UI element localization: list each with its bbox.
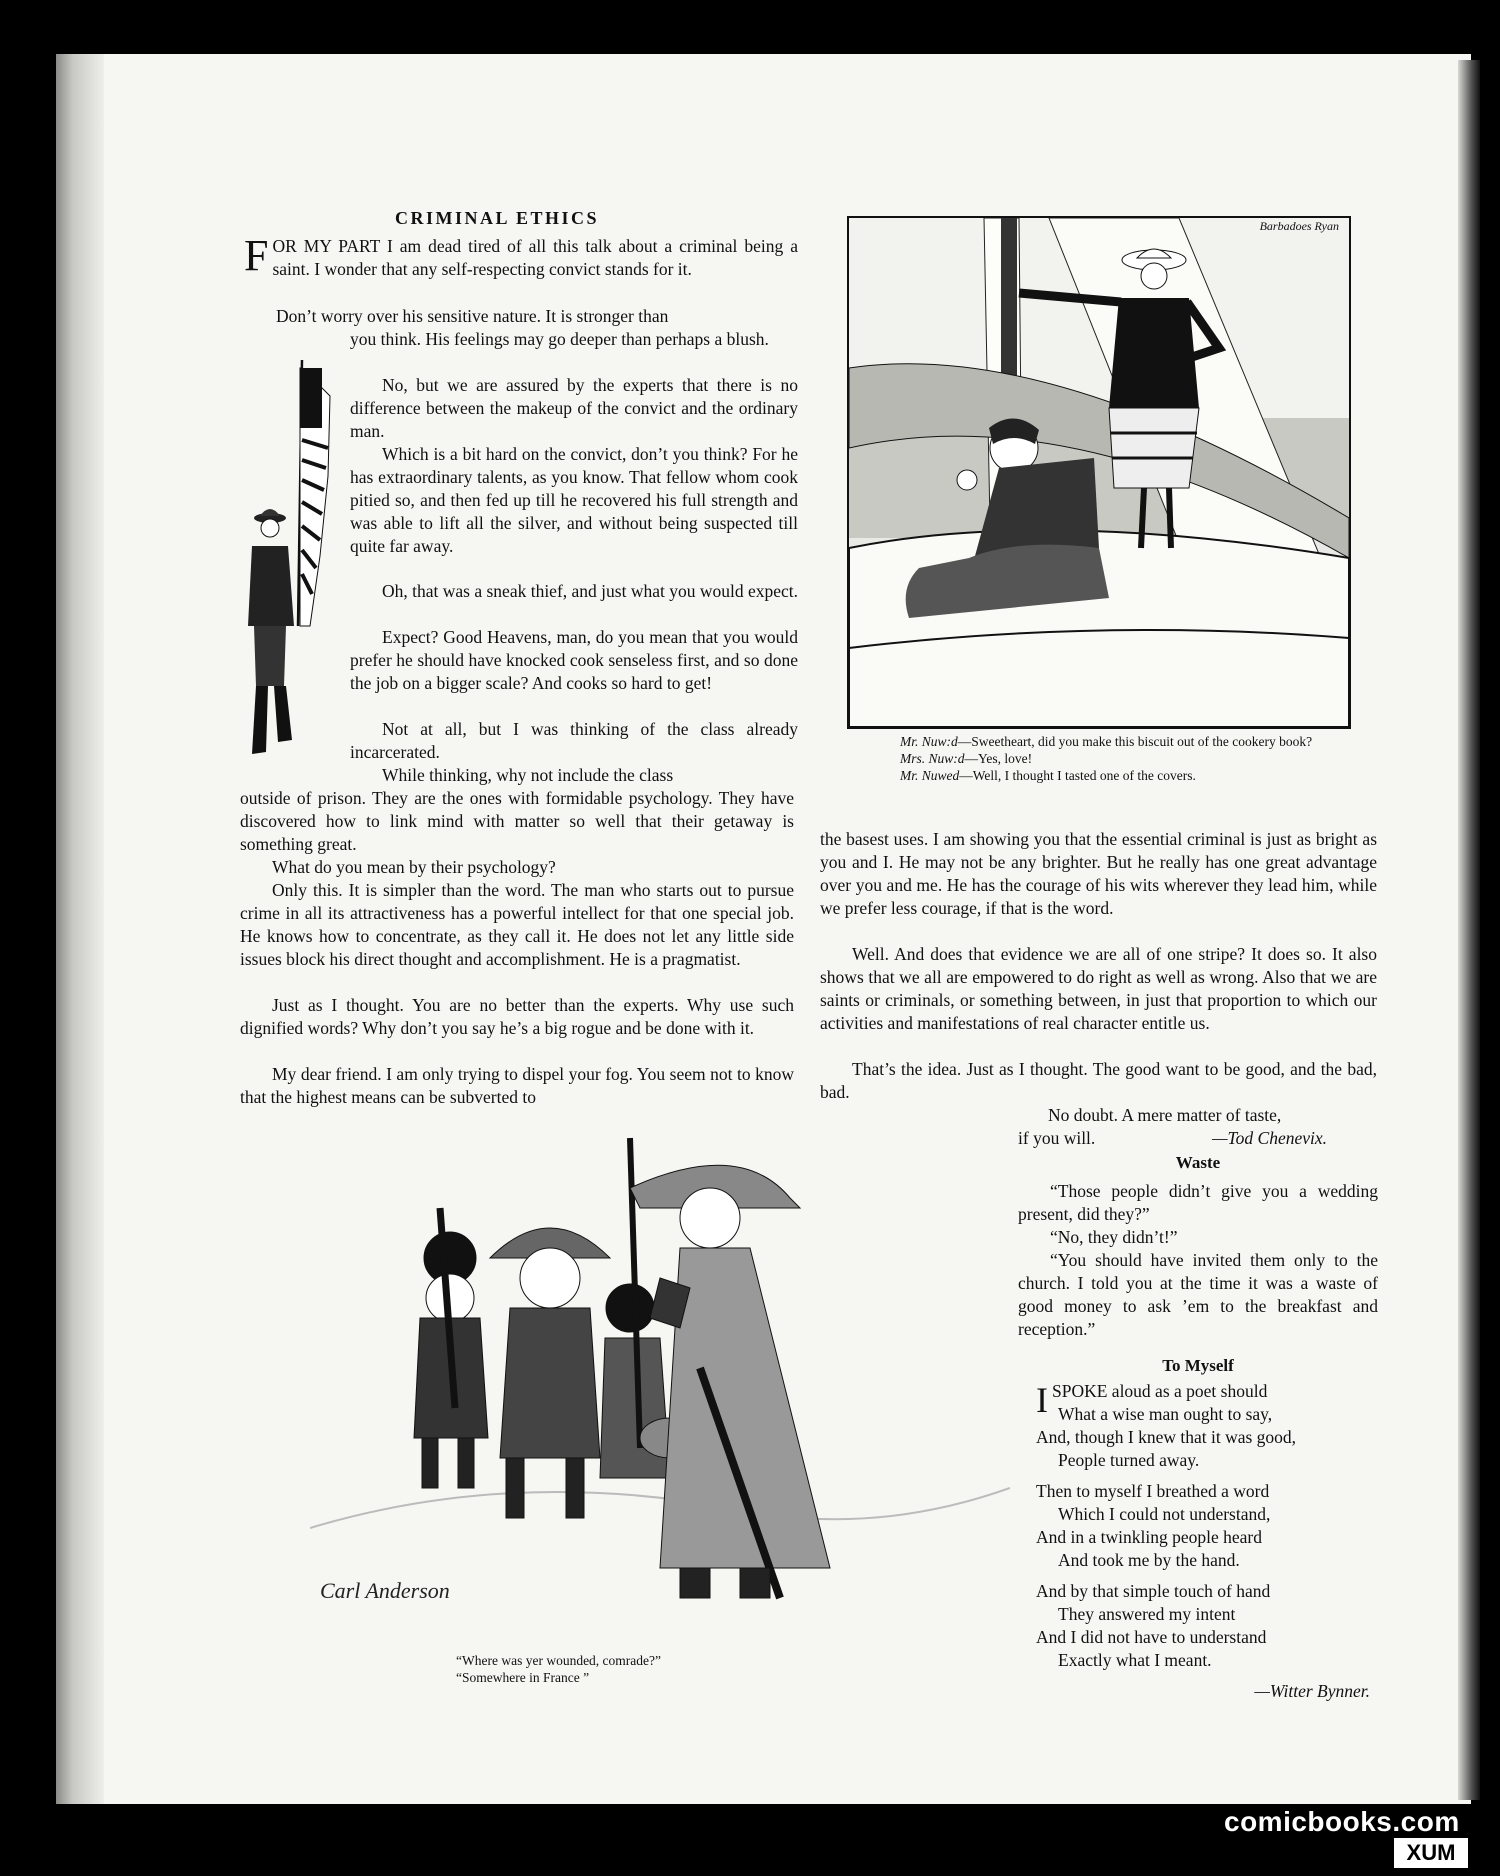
poem-author: —Witter Bynner. <box>1254 1681 1370 1701</box>
watermark-tag: XUM <box>1394 1838 1468 1868</box>
paragraph: That’s the idea. Just as I thought. The good want to be good, and the bad, bad. <box>820 1059 1377 1102</box>
paragraph: the basest uses. I am showing you that the essential criminal is just as bright as you and I. He may not be any brighter. But he really has one great advantage over you and me. He has the courage of his wits wherever they lead him, while we prefer less courage, if that is the word. <box>820 829 1377 918</box>
sailboat-cartoon <box>847 216 1351 729</box>
soldier-flag-illustration <box>240 356 334 762</box>
sailboat-illustration <box>849 218 1349 727</box>
poem-stanza: And by that simple touch of hand They answered my intent And I did not have to understand Exactly what I meant. <box>1036 1581 1271 1670</box>
paragraph: Not at all, but I was thinking of the class already incarcerated. <box>350 719 798 762</box>
poem-stanza: I SPOKE aloud as a poet should What a wise man ought to say, And, though I knew that it was good, People turned away. <box>1036 1380 1297 1470</box>
facing-page-edge <box>1458 60 1480 1800</box>
artist-signature: Barbadoes Ryan <box>1259 219 1339 233</box>
paragraph: Only this. It is simpler than the word. The man who starts out to pursue crime in all its attractiveness has a powerful intellect for that one special job. He knows how to concentrate, as they call it. He does not let any little side issues block his direct thought and accomplishment. He is a pragmatist. <box>240 880 794 969</box>
paragraph: Just as I thought. You are no better than the experts. Why use such dignified words? Why don’t you say he’s a big rogue and be done with it. <box>240 995 794 1038</box>
waste-paragraph: “You should have invited them only to the church. I told you at the time it was a waste of good money to ask ’em to the breakfast and reception.” <box>1018 1250 1378 1339</box>
paragraph: Oh, that was a sneak thief, and just what you would expect. <box>382 581 799 601</box>
watermark-site: comicbooks.com <box>1224 1806 1460 1837</box>
children-soldiers-cartoon <box>310 1108 1010 1628</box>
sailboat-caption: Mr. Nuw:d—Sweetheart, did you make this biscuit out of the cookery book? Mrs. Nuw:d—Yes, love! Mr. Nuwed—Well, I thought I tasted one of the covers. <box>900 734 1313 783</box>
paragraph: Don’t worry over his sensitive nature. It is stronger than <box>276 306 669 326</box>
paragraph: No doubt. A mere matter of taste, <box>1048 1105 1282 1125</box>
paragraph: you think. His feelings may go deeper than perhaps a blush. <box>350 329 769 349</box>
cartoon-signature: Carl Anderson <box>320 1578 450 1603</box>
poem-title: To Myself <box>1162 1356 1234 1375</box>
waste-title: Waste <box>1175 1153 1221 1172</box>
waste-paragraph: “No, they didn’t!” <box>1050 1227 1178 1247</box>
paragraph: No, but we are assured by the experts that there is no difference between the makeup of the convict and the ordinary man. <box>350 375 798 441</box>
article-intro: F OR MY PART I am dead tired of all this talk about a criminal being a saint. I wonder that any self-respecting convict stands for it. <box>244 231 798 280</box>
poem-body <box>1036 1380 1378 1703</box>
paragraph: Expect? Good Heavens, man, do you mean that you would prefer he should have knocked cook senseless first, and so done the job on a bigger scale? And cooks so hard to get! <box>350 627 798 693</box>
page-gutter <box>56 54 104 1804</box>
paragraph: My dear friend. I am only trying to dispel your fog. You seem not to know that the highest means can be subverted to <box>240 1064 794 1107</box>
poem-stanza: Then to myself I breathed a word Which I could not understand, And in a twinkling people heard And took me by the hand. <box>1036 1481 1271 1570</box>
drop-cap: F <box>244 231 269 280</box>
children-caption: “Where was yer wounded, comrade?” “Somewhere in France ” <box>456 1653 662 1685</box>
article-title: CRIMINAL ETHICS <box>395 208 600 228</box>
paragraph: if you will. <box>1018 1128 1096 1148</box>
paragraph: outside of prison. They are the ones with formidable psychology. They have discovered how to link mind with matter so well that their getaway is something great. <box>240 788 794 854</box>
paragraph: What do you mean by their psychology? <box>272 857 556 877</box>
paragraph: Which is a bit hard on the convict, don’t you think? For he has extraordinary talents, as you know. That fellow whom cook pitied so, and then fed up till he recovered his full strength and was able to lift all the silver, and without being suspected till quite far away. <box>350 444 798 556</box>
drop-cap: I <box>1036 1380 1048 1420</box>
paragraph: Well. And does that evidence we are all of one stripe? It does so. It also shows that we all are empowered to do right as well as wrong. Also that we are saints or criminals, or something between, in just that proportion to which our activities and manifestations of real character entitle us. <box>820 944 1377 1033</box>
article-author: —Tod Chenevix. <box>1212 1128 1328 1148</box>
paragraph: While thinking, why not include the class <box>382 765 674 785</box>
waste-paragraph: “Those people didn’t give you a wedding present, did they?” <box>1018 1181 1378 1224</box>
